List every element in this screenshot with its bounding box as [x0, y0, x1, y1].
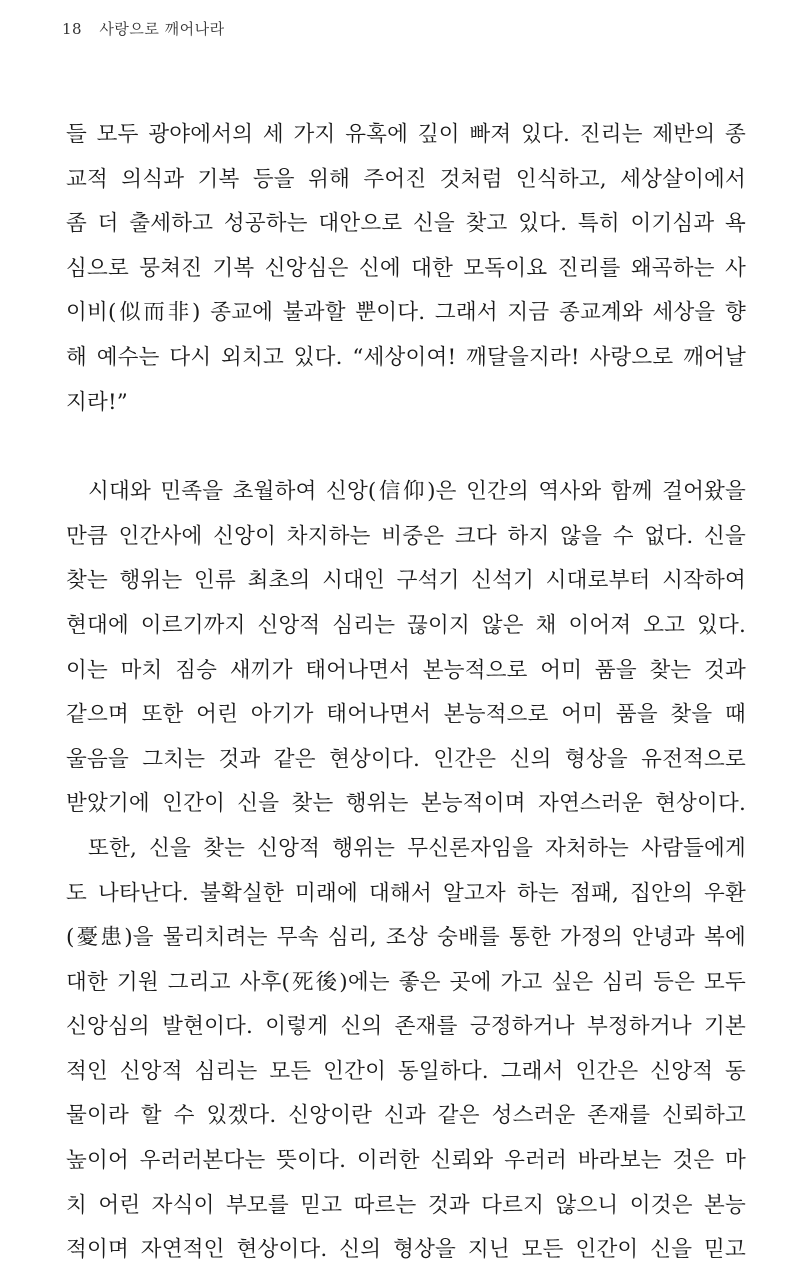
- text-line: 만큼 인간사에 신앙이 차지하는 비중은 크다 하지 않을 수 없다. 신을: [66, 523, 746, 549]
- page-number: 18: [62, 20, 83, 38]
- text-line: 대한 기원 그리고 사후(死後)에는 좋은 곳에 가고 싶은 심리 등은 모두: [66, 969, 746, 995]
- paragraph-3: [66, 827, 746, 1273]
- text-line: 찾는 행위는 인류 최초의 시대인 구석기 신석기 시대로부터 시작하여: [66, 568, 746, 594]
- text-line: 받았기에 인간이 신을 찾는 행위는 본능적이며 자연스러운 현상이다.: [66, 791, 746, 817]
- text-line: 현대에 이르기까지 신앙적 심리는 끊이지 않은 채 이어져 오고 있다.: [66, 612, 746, 638]
- running-header: [62, 18, 225, 39]
- book-title: 사랑으로 깨어나라: [99, 20, 225, 38]
- text-line: 지라!”: [66, 389, 128, 415]
- text-line: 물이라 할 수 있겠다. 신앙이란 신과 같은 성스러운 존재를 신뢰하고: [66, 1103, 746, 1129]
- paragraph-2: [66, 470, 746, 827]
- text-line: (憂患)을 물리치려는 무속 심리, 조상 숭배를 통한 가정의 안녕과 복에: [66, 925, 746, 951]
- text-line: 이비(似而非) 종교에 불과할 뿐이다. 그래서 지금 종교계와 세상을 향: [66, 300, 746, 326]
- text-line: 들 모두 광야에서의 세 가지 유혹에 깊이 빠져 있다. 진리는 제반의 종: [66, 122, 746, 147]
- text-line: 도 나타난다. 불확실한 미래에 대해서 알고자 하는 점패, 집안의 우환: [66, 880, 746, 906]
- text-line: 교적 의식과 기복 등을 위해 주어진 것처럼 인식하고, 세상살이에서: [66, 166, 746, 192]
- text-line: 적인 신앙적 심리는 모든 인간이 동일하다. 그래서 인간은 신앙적 동: [66, 1058, 746, 1084]
- text-line: 치 어린 자식이 부모를 믿고 따르는 것과 다르지 않으니 이것은 본능: [66, 1192, 746, 1218]
- text-line: 적이며 자연적인 현상이다. 신의 형상을 지닌 모든 인간이 신을 믿고: [66, 1237, 746, 1263]
- text-line: 높이어 우러러본다는 뜻이다. 이러한 신뢰와 우러러 바라보는 것은 마: [66, 1148, 746, 1174]
- text-line: 심으로 뭉쳐진 기복 신앙심은 신에 대한 모독이요 진리를 왜곡하는 사: [66, 255, 746, 281]
- paragraph-gap: [66, 425, 746, 470]
- text-line: 같으며 또한 어린 아기가 태어나면서 본능적으로 어미 품을 찾을 때: [66, 702, 746, 728]
- text-line: 또한, 신을 찾는 신앙적 행위는 무신론자임을 자처하는 사람들에게: [88, 835, 746, 861]
- paragraph-1: [66, 113, 746, 425]
- text-line: 이는 마치 짐승 새끼가 태어나면서 본능적으로 어미 품을 찾는 것과: [66, 657, 746, 683]
- text-line: 울음을 그치는 것과 같은 현상이다. 인간은 신의 형상을 유전적으로: [66, 746, 746, 772]
- text-line: 시대와 민족을 초월하여 신앙(信仰)은 인간의 역사와 함께 걸어왔을: [88, 479, 746, 505]
- text-line: 해 예수는 다시 외치고 있다. “세상이여! 깨달을지라! 사랑으로 깨어날: [66, 344, 746, 370]
- text-line: 신앙심의 발현이다. 이렇게 신의 존재를 긍정하거나 부정하거나 기본: [66, 1014, 746, 1040]
- body-text: [66, 113, 746, 1273]
- text-line: 좀 더 출세하고 성공하는 대안으로 신을 찾고 있다. 특히 이기심과 욕: [66, 211, 746, 237]
